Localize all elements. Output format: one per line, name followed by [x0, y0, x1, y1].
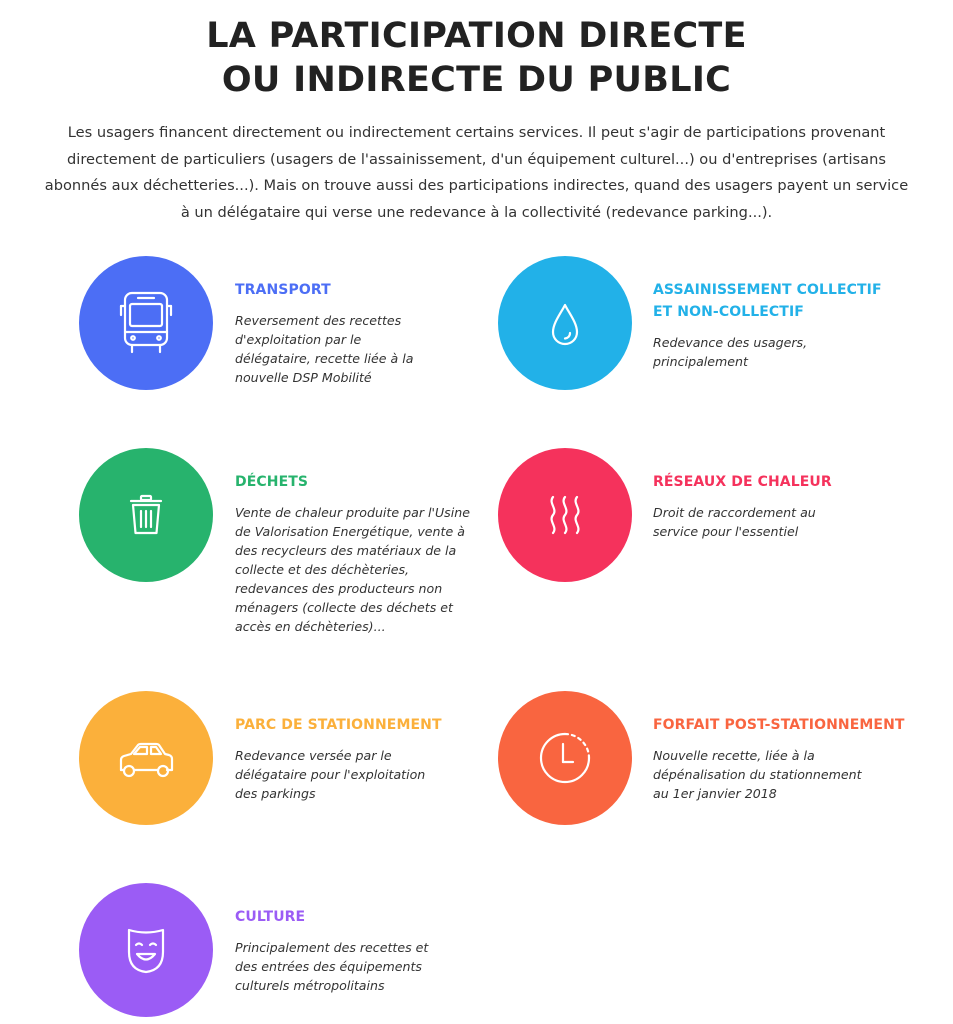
- dechets-title: DÉCHETS: [235, 474, 309, 490]
- transport-circle: [79, 256, 213, 390]
- assainissement-desc-line: Redevance des usagers,: [653, 335, 808, 350]
- dechets-description: [235, 503, 470, 636]
- page-title-line-2: OU INDIRECTE DU PUBLIC: [221, 60, 732, 100]
- reseaux-desc-line: Droit de raccordement au: [653, 505, 816, 520]
- heat-waves-icon: [525, 475, 605, 555]
- transport-desc-line: d'exploitation par le: [235, 332, 362, 347]
- dechets-desc-line: ménagers (collecte des déchets et: [235, 600, 453, 615]
- culture-desc-line: Principalement des recettes et: [235, 940, 429, 955]
- dechets-desc-line: des recycleurs des matériaux de la: [235, 543, 457, 558]
- parc-circle: [79, 691, 213, 825]
- assainissement-circle: [498, 256, 632, 390]
- culture-desc-line: culturels métropolitains: [235, 978, 385, 993]
- forfait-desc-line: au 1er janvier 2018: [653, 786, 777, 801]
- parc-desc-line: délégataire pour l'exploitation: [235, 767, 426, 782]
- bus-icon: [106, 283, 186, 363]
- parc-desc-line: des parkings: [235, 786, 316, 801]
- forfait-circle: [498, 691, 632, 825]
- transport-desc-line: délégataire, recette liée à la: [235, 351, 414, 366]
- transport-desc-line: nouvelle DSP Mobilité: [235, 370, 372, 385]
- transport-desc-line: Reversement des recettes: [235, 313, 402, 328]
- parc-description: [235, 746, 425, 803]
- reseaux-title: RÉSEAUX DE CHALEUR: [653, 474, 832, 490]
- assainissement-desc-line: principalement: [653, 354, 748, 369]
- assainissement-title: [653, 279, 882, 323]
- page-title-line-1: LA PARTICIPATION DIRECTE: [206, 16, 747, 56]
- dechets-desc-line: redevances des producteurs non: [235, 581, 443, 596]
- clock-icon: [525, 718, 605, 798]
- reseaux-circle: [498, 448, 632, 582]
- transport-description: [235, 311, 413, 387]
- culture-circle: [79, 883, 213, 1017]
- forfait-desc-line: Nouvelle recette, liée à la: [653, 748, 815, 763]
- transport-title: TRANSPORT: [235, 282, 331, 298]
- reseaux-description: [653, 503, 816, 541]
- assainissement-title-line: ASSAINISSEMENT COLLECTIF: [653, 282, 882, 298]
- parc-desc-line: Redevance versée par le: [235, 748, 392, 763]
- dechets-desc-line: collecte et des déchèteries,: [235, 562, 410, 577]
- parc-title: PARC DE STATIONNEMENT: [235, 717, 442, 733]
- dechets-desc-line: Vente de chaleur produite par l'Usine: [235, 505, 470, 520]
- assainissement-description: [653, 333, 807, 371]
- culture-description: [235, 938, 428, 995]
- car-icon: [106, 718, 186, 798]
- culture-title: CULTURE: [235, 909, 306, 925]
- forfait-description: [653, 746, 862, 803]
- water-drop-icon: [525, 283, 605, 363]
- culture-desc-line: des entrées des équipements: [235, 959, 422, 974]
- forfait-desc-line: dépénalisation du stationnement: [653, 767, 862, 782]
- dechets-circle: [79, 448, 213, 582]
- page-title: [0, 14, 953, 102]
- theater-mask-icon: [106, 910, 186, 990]
- intro-paragraph: Les usagers financent directement ou indirectement certains services. Il peut s'agir de participations provenant directement de particuliers (usagers de l'assainissement, d'un équipement culturel...) ou d'entreprises (artisans abonnés aux déchetteries...). Mais on trouve aussi des participations indirectes, quand des usagers payent un service à un délégataire qui verse une redevance à la collectivité (redevance parking...).: [44, 124, 909, 221]
- dechets-desc-line: accès en déchèteries)...: [235, 619, 386, 634]
- forfait-title: FORFAIT POST-STATIONNEMENT: [653, 717, 905, 733]
- assainissement-title-line: ET NON-COLLECTIF: [653, 304, 804, 320]
- trash-bin-icon: [106, 475, 186, 555]
- reseaux-desc-line: service pour l'essentiel: [653, 524, 799, 539]
- dechets-desc-line: de Valorisation Energétique, vente à: [235, 524, 465, 539]
